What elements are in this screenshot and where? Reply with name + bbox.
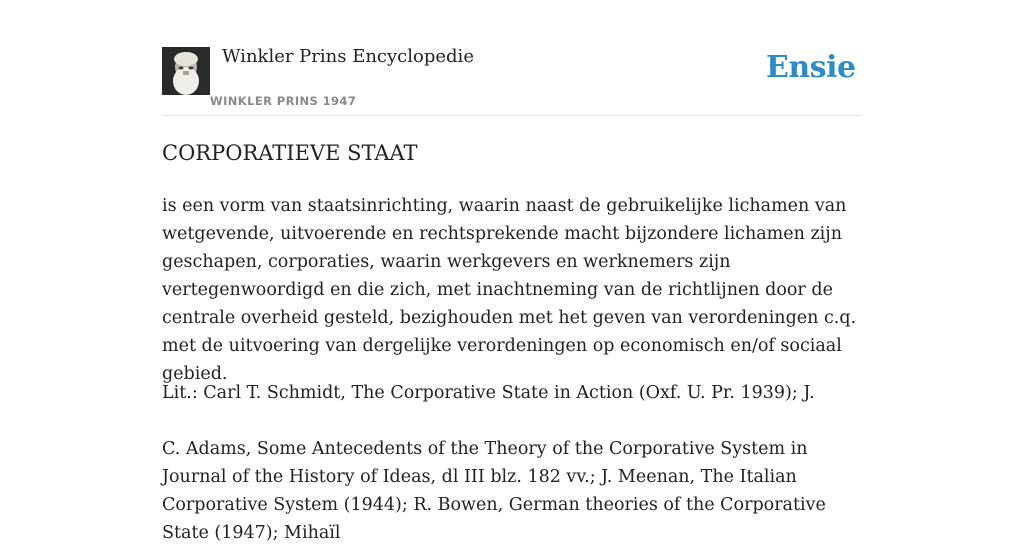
source-subtitle[interactable]: WINKLER PRINS 1947 xyxy=(210,94,357,108)
header-divider xyxy=(162,115,862,116)
article-paragraph: Lit.: Carl T. Schmidt, The Corporative State in Action (Oxf. U. Pr. 1939); J. xyxy=(162,383,815,403)
article-headword: CORPORATIEVE STAAT xyxy=(162,141,418,165)
source-title[interactable]: Winkler Prins Encyclopedie xyxy=(222,46,474,67)
brand-logo[interactable]: Ensie xyxy=(766,50,856,85)
article-paragraph: C. Adams, Some Antecedents of the Theory of the Corporative System in Journal of the History of Ideas, dl III blz. 182 vv.; J. Meenan, The Italian Corporative System (1944); R. Bowen, German theories of the Corporative State (1947); Mihaïl xyxy=(162,439,826,543)
article-paragraph: is een vorm van staatsinrichting, waarin naast de gebruikelijke lichamen van wetgevende, uitvoerende en rechtsprekende macht bijzondere lichamen zijn geschapen, corporaties, waarin werkgevers en werknemers zijn vertegenwoordigd en die zich, met inachtneming van de richtlijnen door de centrale overheid gesteld, bezighouden met het geven van verordeningen c.q. met de uitvoering van dergelijke verordeningen op economisch en/of sociaal gebied. xyxy=(162,196,857,384)
source-avatar-icon[interactable] xyxy=(162,47,210,95)
